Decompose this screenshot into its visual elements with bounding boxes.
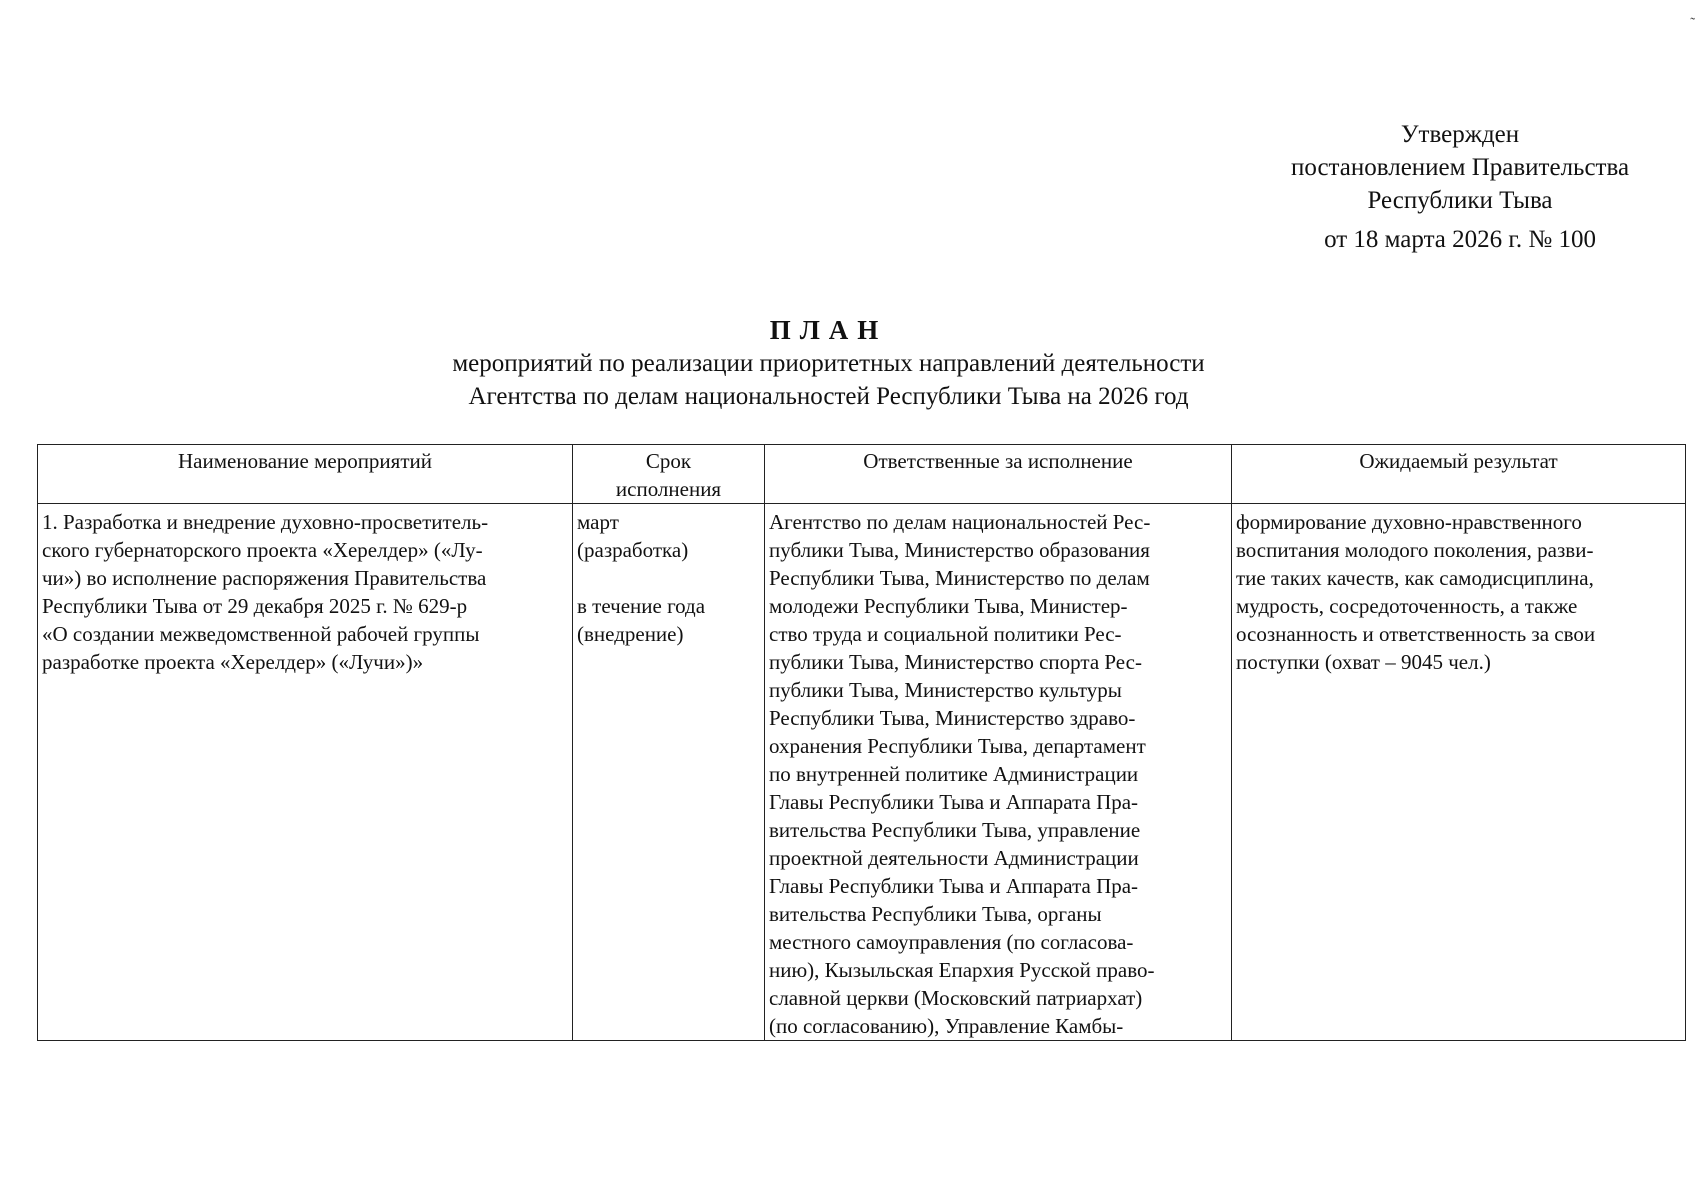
cell-line: местного самоуправления (по согласова- xyxy=(769,930,1134,954)
document-subtitle: мероприятий по реализации приоритетных направлений деятельности xyxy=(452,350,1205,377)
approval-stamp xyxy=(1240,118,1680,256)
cell-term xyxy=(573,504,765,1041)
cell-line: нию), Кызыльская Епархия Русской право- xyxy=(769,958,1155,982)
document-subtitle: Агентства по делам национальностей Республики Тыва на 2026 год xyxy=(468,383,1189,410)
cell-line: ство труда и социальной политики Рес- xyxy=(769,622,1122,646)
cell-line: Республики Тыва, Министерство здраво- xyxy=(769,706,1136,730)
cell-line: тие таких качеств, как самодисциплина, xyxy=(1236,566,1594,590)
header-result: Ожидаемый результат xyxy=(1232,445,1686,504)
cell-line: разработке проекта «Херелдер» («Лучи»)» xyxy=(42,650,424,674)
cell-line: март xyxy=(577,510,619,534)
cell-line: публики Тыва, Министерство спорта Рес- xyxy=(769,650,1142,674)
cell-result xyxy=(1232,504,1686,1041)
table-row xyxy=(38,504,1686,1041)
cell-spacer xyxy=(577,564,760,592)
cell-line: ского губернаторского проекта «Херелдер» («Лу- xyxy=(42,538,483,562)
cell-line: формирование духовно-нравственного xyxy=(1236,510,1582,534)
cell-line: (внедрение) xyxy=(577,622,684,646)
cell-line: поступки (охват – 9045 чел.) xyxy=(1236,650,1491,674)
approval-date: от 18 марта 2026 г. № 100 xyxy=(1324,226,1596,253)
scan-mark: ˜ xyxy=(1690,16,1695,31)
cell-line: 1. Разработка и внедрение духовно-просветитель- xyxy=(42,510,489,534)
cell-line: Республики Тыва, Министерство по делам xyxy=(769,566,1150,590)
cell-line: по внутренней политике Администрации xyxy=(769,762,1139,786)
cell-line: публики Тыва, Министерство культуры xyxy=(769,678,1122,702)
approval-line: Утвержден xyxy=(1400,121,1520,148)
document-title: ПЛАН xyxy=(769,315,888,345)
document-title-block xyxy=(0,313,1697,413)
cell-line: чи») во исполнение распоряжения Правительства xyxy=(42,566,487,590)
cell-line: славной церкви (Московский патриархат) xyxy=(769,986,1143,1010)
header-term-line: исполнения xyxy=(615,477,722,501)
cell-name xyxy=(38,504,573,1041)
cell-line: Агентство по делам национальностей Рес- xyxy=(769,510,1151,534)
header-name: Наименование мероприятий xyxy=(38,445,573,504)
cell-line: (по согласованию), Управление Камбы- xyxy=(769,1014,1124,1038)
plan-table xyxy=(37,444,1686,1041)
cell-line: Республики Тыва от 29 декабря 2025 г. № 629-р xyxy=(42,594,468,618)
cell-line: проектной деятельности Администрации xyxy=(769,846,1139,870)
approval-line: Республики Тыва xyxy=(1367,187,1553,214)
cell-line: молодежи Республики Тыва, Министер- xyxy=(769,594,1128,618)
cell-line: публики Тыва, Министерство образования xyxy=(769,538,1150,562)
approval-line: постановлением Правительства xyxy=(1290,154,1630,181)
cell-line: воспитания молодого поколения, разви- xyxy=(1236,538,1594,562)
cell-line: вительства Республики Тыва, органы xyxy=(769,902,1102,926)
cell-line: (разработка) xyxy=(577,538,689,562)
cell-line: Главы Республики Тыва и Аппарата Пра- xyxy=(769,790,1139,814)
cell-responsible xyxy=(765,504,1232,1041)
header-responsible: Ответственные за исполнение xyxy=(765,445,1232,504)
table-header-row xyxy=(38,445,1686,504)
cell-line: Главы Республики Тыва и Аппарата Пра- xyxy=(769,874,1139,898)
header-term-line: Срок xyxy=(645,449,692,473)
cell-line: осознанность и ответственность за свои xyxy=(1236,622,1596,646)
cell-line: «О создании межведомственной рабочей группы xyxy=(42,622,480,646)
cell-line: мудрость, сосредоточенность, а также xyxy=(1236,594,1578,618)
cell-line: в течение года xyxy=(577,594,706,618)
header-term xyxy=(573,445,765,504)
cell-line: вительства Республики Тыва, управление xyxy=(769,818,1141,842)
cell-line: охранения Республики Тыва, департамент xyxy=(769,734,1146,758)
